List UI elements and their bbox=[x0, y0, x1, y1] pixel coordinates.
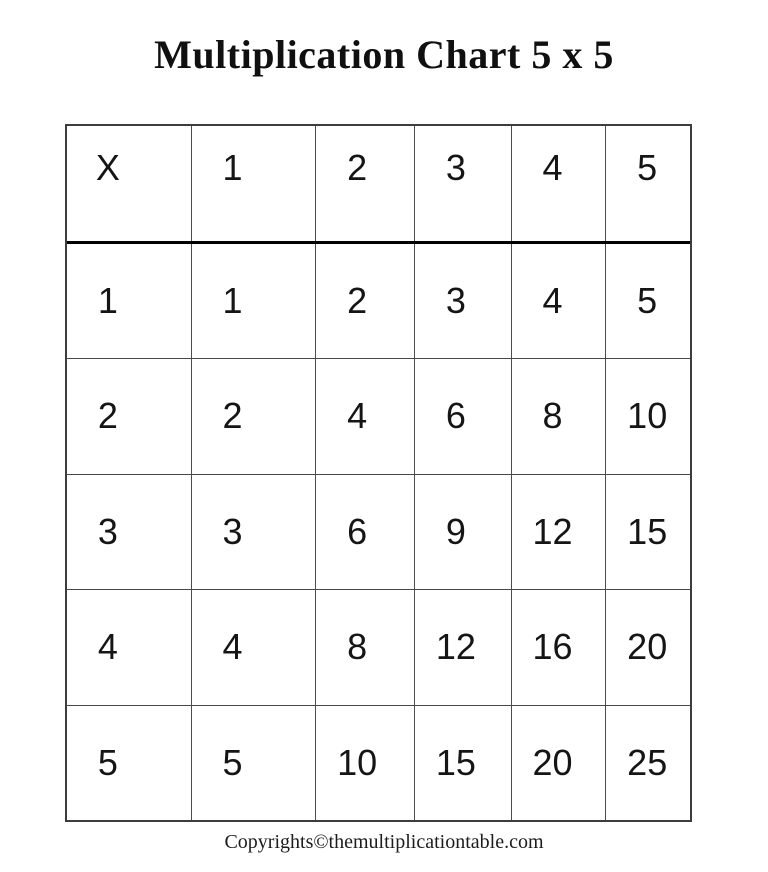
product-cell: 3 bbox=[414, 244, 511, 359]
row-label-cell: 2 bbox=[97, 395, 118, 437]
row-label-cell: 1 bbox=[97, 279, 118, 321]
product-cell: 5 bbox=[191, 706, 316, 821]
row-label-cell: 4 bbox=[97, 626, 118, 668]
multiply-symbol-cell: X bbox=[95, 147, 120, 188]
product-cell: 12 bbox=[511, 475, 606, 590]
product-cell: 1 bbox=[191, 244, 316, 359]
product-cell: 6 bbox=[315, 475, 414, 590]
product-cell: 10 bbox=[605, 359, 690, 474]
header-cell: 2 bbox=[315, 126, 414, 241]
product-cell: 10 bbox=[315, 706, 414, 821]
table-row bbox=[67, 705, 690, 821]
product-cell: 3 bbox=[191, 475, 316, 590]
product-cell: 15 bbox=[605, 475, 690, 590]
header-cell: 1 bbox=[191, 126, 316, 241]
header-cell: 3 bbox=[414, 126, 511, 241]
product-cell: 25 bbox=[605, 706, 690, 821]
copyright-text: Copyrights©themultiplicationtable.com bbox=[224, 831, 544, 853]
product-cell: 20 bbox=[605, 590, 690, 705]
product-cell: 12 bbox=[414, 590, 511, 705]
product-cell: 16 bbox=[511, 590, 606, 705]
table-row bbox=[67, 474, 690, 590]
product-cell: 6 bbox=[414, 359, 511, 474]
product-cell: 20 bbox=[511, 706, 606, 821]
row-label-cell: 5 bbox=[97, 741, 118, 783]
product-cell: 4 bbox=[315, 359, 414, 474]
page-title: Multiplication Chart 5 x 5 bbox=[154, 32, 614, 77]
multiplication-table bbox=[65, 124, 692, 822]
product-cell: 8 bbox=[511, 359, 606, 474]
table-row bbox=[67, 244, 690, 359]
product-cell: 2 bbox=[315, 244, 414, 359]
product-cell: 2 bbox=[191, 359, 316, 474]
product-cell: 4 bbox=[191, 590, 316, 705]
table-header-row bbox=[67, 126, 690, 244]
product-cell: 15 bbox=[414, 706, 511, 821]
table-row bbox=[67, 358, 690, 474]
header-cell: 4 bbox=[511, 126, 606, 241]
header-cell: 5 bbox=[605, 126, 690, 241]
product-cell: 9 bbox=[414, 475, 511, 590]
product-cell: 4 bbox=[511, 244, 606, 359]
table-row bbox=[67, 589, 690, 705]
row-label-cell: 3 bbox=[97, 510, 118, 552]
product-cell: 8 bbox=[315, 590, 414, 705]
product-cell: 5 bbox=[605, 244, 690, 359]
